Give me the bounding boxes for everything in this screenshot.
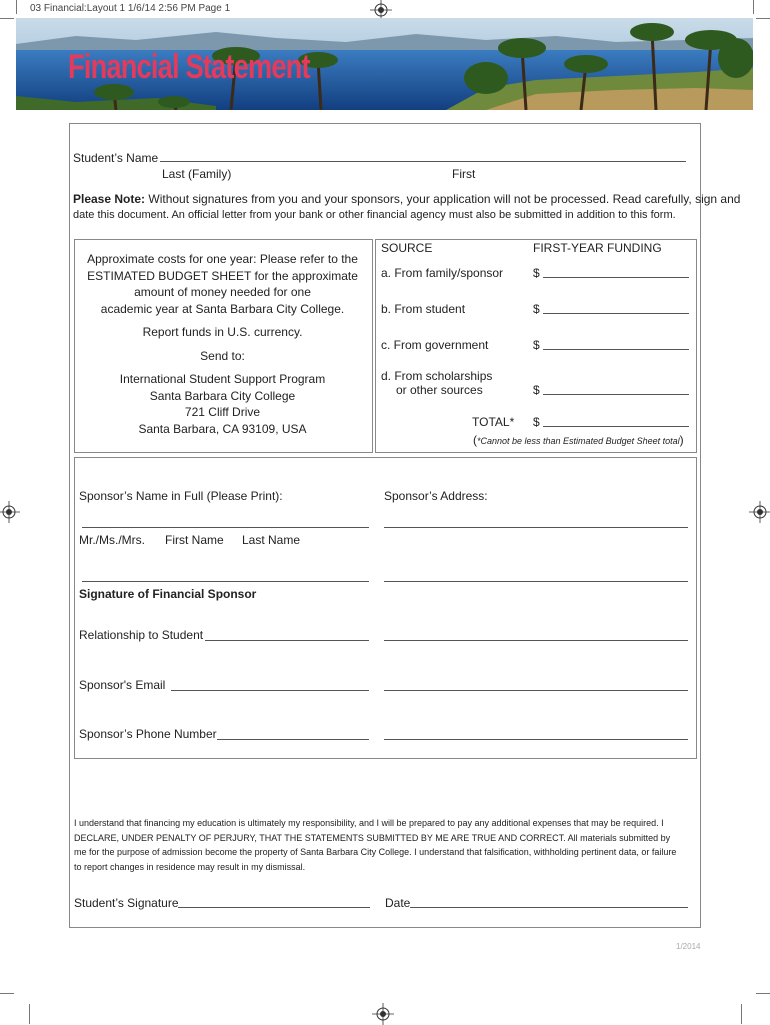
mailing-address (74, 371, 371, 437)
costs-line: academic year at Santa Barbara City College. (100, 301, 345, 316)
costs-line: Approximate costs for one year: Please refer to the (87, 252, 358, 266)
address-line: Santa Barbara, CA 93109, USA (138, 421, 307, 436)
source-header: SOURCE (381, 241, 433, 255)
student-name-label: Student’s Name (73, 151, 159, 165)
crop-mark (16, 0, 17, 14)
total-note-open: ( (473, 433, 477, 447)
funding-row-label: d. From scholarships (381, 369, 493, 383)
declaration-caps: DECLARE, UNDER PENALTY OF PERJURY, THAT THE STATEMENTS SUBMITTED BY ME ARE TRUE AND CORRECT. (74, 832, 566, 843)
sponsor-name-field[interactable] (82, 527, 369, 528)
crop-mark (0, 993, 14, 994)
please-note (73, 192, 741, 206)
total-funding-field[interactable] (543, 426, 689, 427)
send-to-label: Send to: (200, 348, 245, 363)
scholarship-funding-field[interactable] (543, 394, 689, 395)
crop-mark (741, 1004, 742, 1024)
sponsor-address-line-4[interactable] (384, 690, 688, 691)
declaration-line: to report changes in residence may result in my dismissal. (74, 861, 306, 872)
dollar-sign: $ (533, 266, 540, 280)
student-signature-field[interactable] (178, 907, 370, 908)
sponsor-name-label: Sponsor’s Name in Full (Please Print): (79, 489, 283, 503)
dollar-sign: $ (533, 383, 540, 397)
total-note-close: ) (679, 433, 684, 447)
total-label: TOTAL* (472, 415, 515, 429)
first-name-caption: First (452, 167, 476, 181)
crop-mark (29, 1004, 30, 1024)
dollar-sign: $ (533, 415, 540, 429)
address-line: Santa Barbara City College (149, 388, 296, 403)
sponsor-signature-field[interactable] (82, 581, 369, 582)
costs-line: amount of money needed for one (134, 285, 311, 299)
please-note-line2: date this document. An official letter from your bank or other financial agency must also be submitted in addition to this form. (73, 209, 676, 221)
please-note-lead: Please Note: (73, 192, 146, 206)
revision-date: 1/2014 (676, 942, 701, 951)
declaration-text (74, 816, 694, 874)
print-slug: 03 Financial:Layout 1 1/6/14 2:56 PM Page 1 (30, 3, 231, 14)
registration-mark-icon (749, 501, 770, 523)
sponsor-email-label: Sponsor's Email (79, 678, 166, 692)
honorific-caption: Mr./Ms./Mrs. (79, 533, 145, 547)
date-label: Date (385, 896, 411, 910)
student-name-field[interactable] (160, 161, 686, 162)
sponsor-first-name-caption: First Name (165, 533, 224, 547)
sponsor-email-field[interactable] (171, 690, 369, 691)
sponsor-last-name-caption: Last Name (242, 533, 301, 547)
last-name-caption: Last (Family) (162, 167, 232, 181)
relationship-field[interactable] (205, 640, 369, 641)
total-note-text: *Cannot be less than Estimated Budget Sheet total (477, 436, 680, 446)
date-field[interactable] (410, 907, 688, 908)
currency-note: Report funds in U.S. currency. (142, 325, 303, 339)
dollar-sign: $ (533, 338, 540, 352)
crop-mark (0, 18, 14, 19)
address-line: 721 Cliff Drive (184, 405, 261, 419)
funding-row-label-cont: or other sources (396, 383, 483, 397)
crop-mark (753, 0, 754, 14)
address-line: International Student Support Program (119, 372, 326, 386)
government-funding-field[interactable] (543, 349, 689, 350)
sponsor-address-line-5[interactable] (384, 739, 688, 740)
declaration-rest: All materials submitted by (565, 832, 671, 843)
declaration-line (74, 831, 694, 846)
sponsor-address-line-1[interactable] (384, 527, 688, 528)
sponsor-signature-label: Signature of Financial Sponsor (79, 587, 257, 601)
sponsor-address-label: Sponsor’s Address: (384, 489, 488, 503)
relationship-label: Relationship to Student (79, 628, 204, 642)
declaration-line: I understand that financing my education is ultimately my responsibility, and I will be prepared to pay any additional expenses that may be required. I (74, 818, 664, 828)
page-title: Financial Statement (68, 48, 310, 86)
registration-mark-icon (372, 1003, 394, 1025)
declaration-line: me for the purpose of admission become the property of Santa Barbara City College. I understand that falsification, withholding pertinent data, or failure (74, 847, 677, 857)
funding-row-label: c. From government (381, 338, 489, 352)
registration-mark-icon (0, 501, 20, 523)
total-note (473, 431, 684, 449)
student-signature-label: Student’s Signature (74, 896, 179, 910)
crop-mark (756, 993, 770, 994)
sponsor-phone-label: Sponsor’s Phone Number (79, 727, 217, 741)
header-banner (16, 18, 753, 110)
crop-mark (756, 18, 770, 19)
funding-header: FIRST-YEAR FUNDING (533, 241, 662, 255)
funding-row-label: b. From student (381, 302, 466, 316)
costs-text (74, 251, 371, 437)
funding-row-label: a. From family/sponsor (381, 266, 504, 280)
costs-line: ESTIMATED BUDGET SHEET for the approximate (87, 268, 358, 283)
family-funding-field[interactable] (543, 277, 689, 278)
please-note-text: Without signatures from you and your sponsors, your application will not be processed. Read carefully, sign and (145, 192, 741, 206)
dollar-sign: $ (533, 302, 540, 316)
sponsor-address-line-3[interactable] (384, 640, 688, 641)
sponsor-address-line-2[interactable] (384, 581, 688, 582)
sponsor-phone-field[interactable] (217, 739, 369, 740)
student-funding-field[interactable] (543, 313, 689, 314)
